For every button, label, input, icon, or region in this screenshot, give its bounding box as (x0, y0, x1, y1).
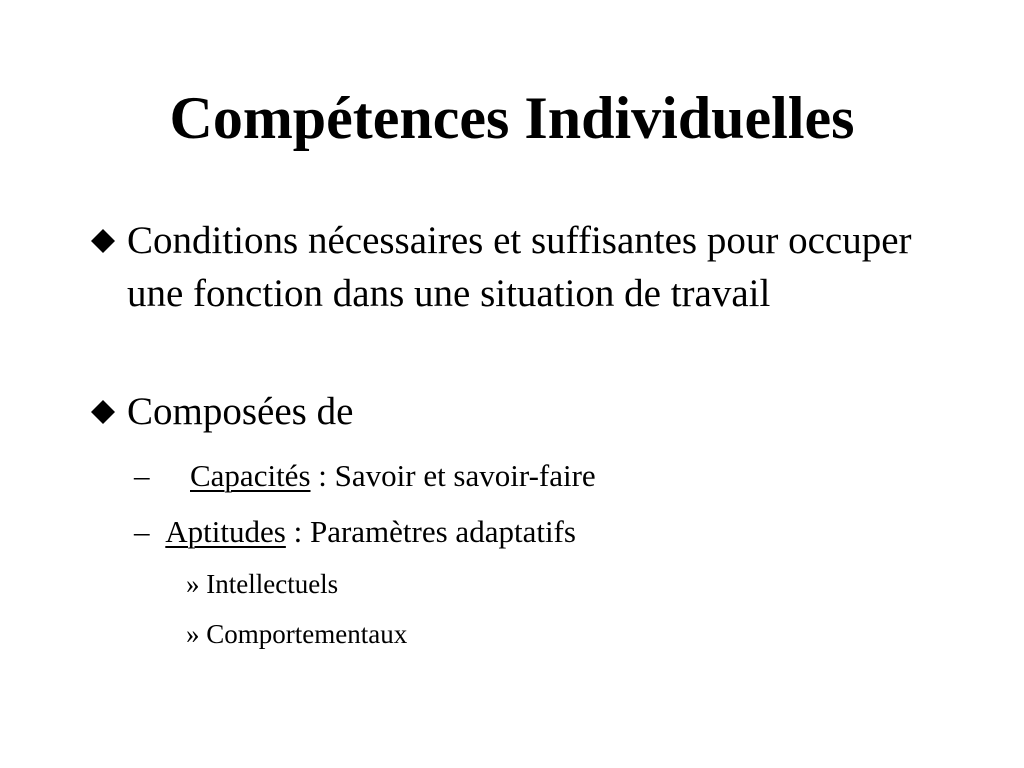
dash-marker: – (134, 458, 150, 493)
definition-capacites: : Savoir et savoir-faire (310, 458, 596, 493)
subsubitem-comportementaux (186, 617, 407, 651)
bullet-item-composees (88, 385, 928, 438)
subsubitem-label: Intellectuels (206, 569, 339, 599)
slide-title: Compétences Individuelles (169, 85, 855, 151)
subsubitem-intellectuels (186, 567, 338, 601)
term-capacites: Capacités (190, 458, 311, 493)
bullet-text: Composées de (127, 390, 354, 433)
chevron-marker: » (186, 569, 200, 599)
subitem-aptitudes (134, 512, 576, 552)
diamond-bullet-icon (88, 397, 118, 427)
subsubitem-label: Comportementaux (206, 619, 408, 649)
definition-aptitudes: : Paramètres adaptatifs (285, 514, 576, 549)
bullet-text: Conditions nécessaires et suffisantes pour occuper une fonction dans une situation de travail (127, 219, 912, 315)
chevron-marker: » (186, 619, 200, 649)
bullet-item-conditions (88, 214, 928, 320)
diamond-bullet-icon (88, 226, 118, 256)
dash-marker: – (134, 514, 150, 549)
subitem-capacites (134, 456, 596, 496)
term-aptitudes: Aptitudes (165, 514, 286, 549)
